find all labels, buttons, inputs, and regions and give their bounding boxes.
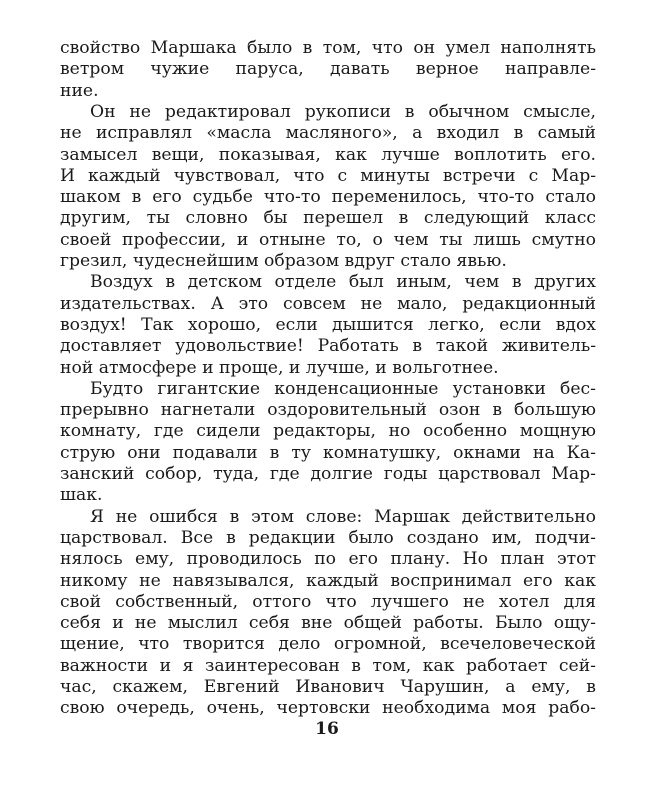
text-line: струю они подавали в ту комнатушку, окнами на Ка- (60, 442, 596, 463)
text-line: шаком в его судьбе что-то переменилось, что-то стало (60, 187, 596, 208)
text-line: ветром чужие паруса, давать верное направле- (60, 59, 596, 80)
text-line: щение, что творится дело огромной, всечеловеческой (60, 634, 596, 655)
text-line: свою очередь, очень, чертовски необходима моя рабо- (60, 698, 596, 719)
text-line: доставляет удовольствие! Работать в такой живитель- (60, 336, 596, 357)
text-line: воздух! Так хорошо, если дышится легко, если вдох (60, 314, 596, 335)
page-number: 16 (315, 719, 339, 739)
text-line: грезил, чудеснейшим образом вдруг стало явью. (60, 251, 507, 271)
text-line: ние. (60, 80, 99, 101)
text-line: И каждый чувствовал, что с минуты встречи с Мар- (60, 165, 596, 186)
text-line: царствовал. Все в редакции было создано им, подчи- (60, 527, 596, 548)
paragraph-start-line: Воздух в детском отделе был иным, чем в других (90, 272, 596, 293)
text-line: занский собор, туда, где долгие годы царствовал Мар- (60, 464, 596, 484)
text-line: важности и я заинтересован в том, как работает сей- (60, 655, 596, 676)
text-line: час, скажем, Евгений Иванович Чарушин, а ему, в (60, 677, 596, 697)
text-line: шак. (60, 485, 103, 506)
text-line: издательствах. А это совсем не мало, редакционный (60, 293, 596, 314)
text-line: свой собственный, оттого что лучшего не хотел для (60, 591, 596, 612)
text-line: ной атмосфере и проще, и лучше, и вольготнее. (60, 357, 499, 378)
text-line: комнату, где сидели редакторы, но особенно мощную (60, 421, 596, 442)
text-line: своей профессии, и отныне то, о чем ты лишь смутно (60, 229, 596, 250)
text-line: замысел вещи, показывая, как лучше воплотить его. (60, 144, 596, 165)
text-line: прерывно нагнетали оздоровительный озон в большую (60, 400, 596, 421)
paragraph-start-line: Будто гигантские конденсационные установки бес- (90, 378, 596, 399)
text-line: не исправлял «масла масляного», а входил в самый (60, 123, 596, 144)
text-line: другим, ты словно бы перешел в следующий класс (60, 208, 596, 229)
paragraph-start-line: Он не редактировал рукописи в обычном смысле, (90, 101, 596, 122)
text-line: свойство Маршака было в том, что он умел наполнять (60, 38, 596, 58)
text-line: себя и не мыслил себя вне общей работы. Было ощу- (60, 613, 596, 634)
paragraph-start-line: Я не ошибся в этом слове: Маршак действительно (90, 506, 596, 527)
text-line: никому не навязывался, каждый воспринимал его как (60, 570, 596, 591)
text-line: нялось ему, проводилось по его плану. Но план этот (60, 549, 596, 570)
